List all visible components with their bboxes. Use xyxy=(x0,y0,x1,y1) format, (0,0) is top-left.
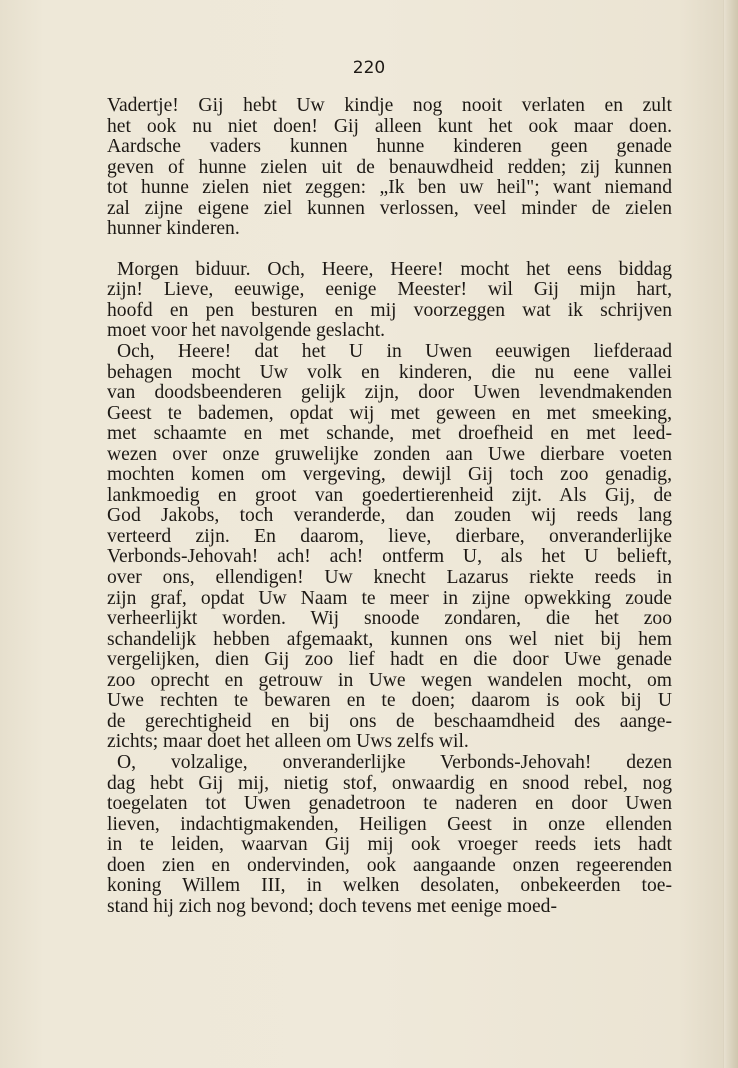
text-line: Morgen biduur. Och, Heere, Heere! mocht het eens biddag xyxy=(117,258,672,280)
text-line: het ook nu niet doen! Gij alleen kunt het ook maar doen. xyxy=(107,115,672,137)
text-line: koning Willem III, in welken desolaten, onbekeerden toe- xyxy=(107,875,672,897)
text-line: Och, Heere! dat het U in Uwen eeuwigen liefderaad xyxy=(117,341,672,363)
text-line: Aardsche vaders kunnen hunne kinderen geen genade xyxy=(107,136,672,158)
text-line: van doodsbeenderen gelijk zijn, door Uwen levendmakenden xyxy=(107,382,672,404)
text-line: Verbonds-Jehovah! ach! ach! ontferm U, als het U belieft, xyxy=(107,546,672,568)
text-line: tot hunne zielen niet zeggen: „Ik ben uw heil"; want niemand xyxy=(107,177,672,199)
text-line: zijn! Lieve, eeuwige, eenige Meester! wil Gij mijn hart, xyxy=(107,279,672,301)
text-line: hoofd en pen besturen en mij voorzeggen wat ik schrijven xyxy=(107,299,672,321)
text-line: schandelijk hebben afgemaakt, kunnen ons wel niet bij hem xyxy=(107,628,672,650)
text-line: geven of hunne zielen uit de benauwdheid redden; zij kunnen xyxy=(107,156,672,178)
page-number: 220 xyxy=(352,58,386,78)
text-line: mochten komen om vergeving, dewijl Gij toch zoo genadig, xyxy=(107,464,672,486)
text-line: verheerlijkt worden. Wij snoode zondaren, die het zoo xyxy=(107,608,672,630)
body-text xyxy=(107,96,672,917)
text-line: behagen mocht Uw volk en kinderen, die nu eene vallei xyxy=(107,361,672,383)
text-line: de gerechtigheid en bij ons de beschaamdheid des aange- xyxy=(107,710,672,732)
text-line: toegelaten tot Uwen genadetroon te naderen en door Uwen xyxy=(107,793,672,815)
text-line: doen zien en ondervinden, ook aangaande onzen regeerenden xyxy=(107,854,672,876)
text-line: God Jakobs, toch veranderde, dan zouden wij reeds lang xyxy=(107,505,672,527)
page-edge xyxy=(723,0,738,1068)
text-line: zal zijne eigene ziel kunnen verlossen, veel minder de zielen xyxy=(107,197,672,219)
text-line: in te leiden, waarvan Gij mij ook vroeger reeds iets hadt xyxy=(107,834,672,856)
text-line: met schaamte en met schande, met droefheid en met leed- xyxy=(107,423,672,445)
text-line: verteerd zijn. En daarom, lieve, dierbare, onveranderlijke xyxy=(107,525,672,547)
paragraph xyxy=(107,753,672,917)
text-line: lankmoedig en groot van goedertierenheid zijt. Als Gij, de xyxy=(107,484,672,506)
text-line: over ons, ellendigen! Uw knecht Lazarus riekte reeds in xyxy=(107,567,672,589)
text-line: stand hij zich nog bevond; doch tevens met eenige moed- xyxy=(107,895,557,917)
text-line: zichts; maar doet het alleen om Uws zelfs wil. xyxy=(107,731,469,753)
text-line: dag hebt Gij mij, nietig stof, onwaardig en snood rebel, nog xyxy=(107,772,672,794)
paragraph xyxy=(107,260,672,342)
text-line: Vadertje! Gij hebt Uw kindje nog nooit verlaten en zult xyxy=(107,95,672,116)
paragraph xyxy=(107,342,672,753)
text-line: wezen over onze gruwelijke zonden aan Uwe dierbare voeten xyxy=(107,443,672,465)
paragraph xyxy=(107,96,672,240)
text-line: Uwe rechten te bewaren en te doen; daarom is ook bij U xyxy=(107,690,672,712)
text-line: Geest te bademen, opdat wij met geween en met smeeking, xyxy=(107,402,672,424)
text-line: zijn graf, opdat Uw Naam te meer in zijne opwekking zoude xyxy=(107,587,672,609)
text-line: zoo oprecht en getrouw in Uwe wegen wandelen mocht, om xyxy=(107,669,672,691)
text-line: moet voor het navolgende geslacht. xyxy=(107,320,386,342)
text-line: vergelijken, dien Gij zoo lief hadt en die door Uwe genade xyxy=(107,649,672,671)
text-line: lieven, indachtigmakenden, Heiligen Geest in onze ellenden xyxy=(107,813,672,835)
text-line: O, volzalige, onveranderlijke Verbonds-Jehovah! dezen xyxy=(117,751,672,773)
text-line: hunner kinderen. xyxy=(107,218,240,240)
